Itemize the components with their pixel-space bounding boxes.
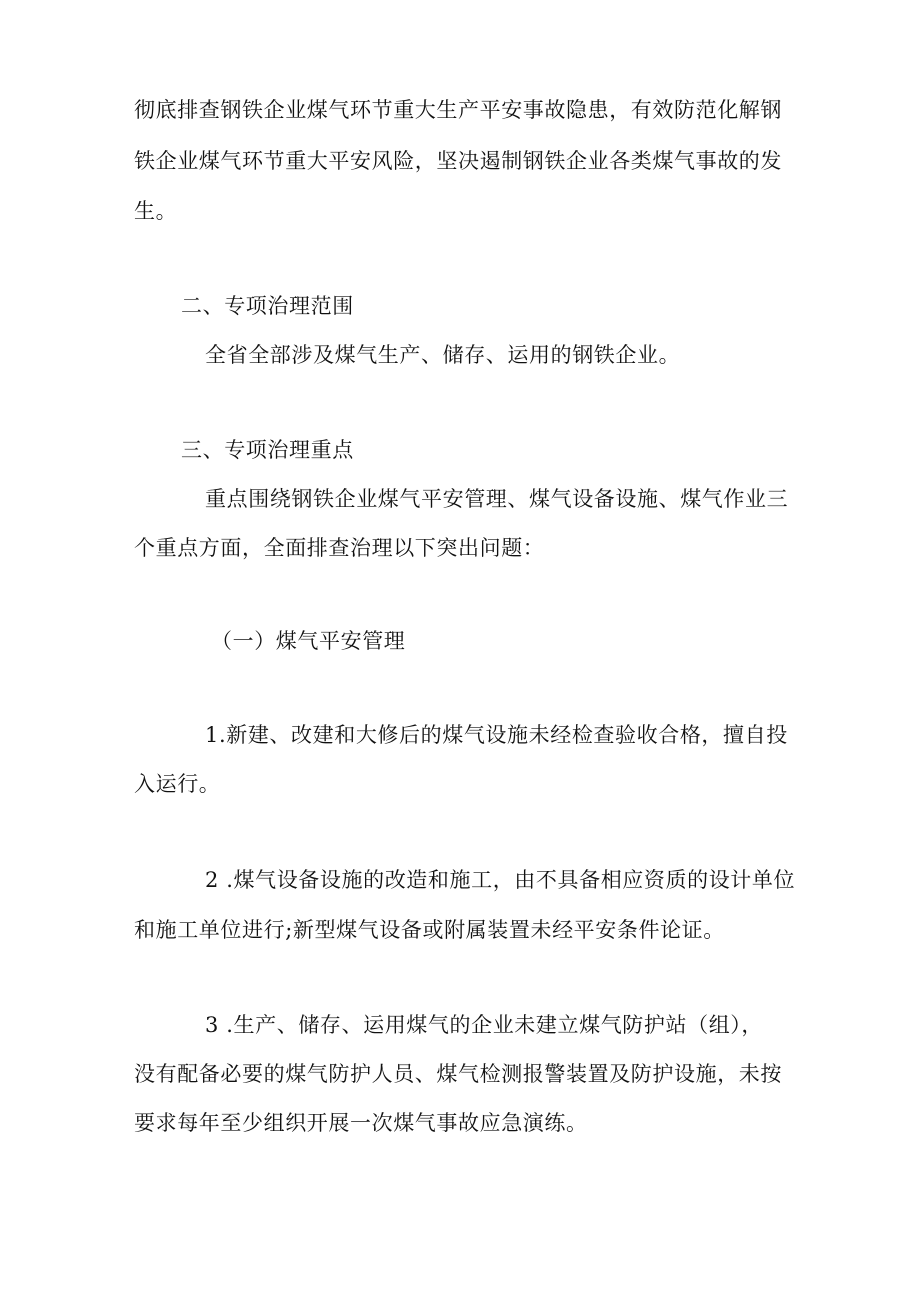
intro-line-2: 铁企业煤气环节重大平安风险，坚决遏制钢铁企业各类煤气事故的发 [134,149,782,173]
section-2-body: 全省全部涉及煤气生产、储存、运用的钢铁企业。 [205,343,681,367]
section-3-heading: 三、专项治理重点 [181,438,354,462]
item-3-line-3: 要求每年至少组织开展一次煤气事故应急演练。 [134,1111,588,1135]
item-2-line-2: 和施工单位进行;新型煤气设备或附属装置未经平安条件论证。 [134,918,725,942]
subsection-1-heading: （一）煤气平安管理 [211,629,406,653]
item-3-line-2: 没有配备必要的煤气防护人员、煤气检测报警装置及防护设施，未按 [134,1062,782,1086]
intro-line-3: 生。 [134,199,178,223]
item-1-line-1: 1.新建、改建和大修后的煤气设施未经检查验收合格，擅自投 [205,723,788,747]
section-2-heading: 二、专项治理范围 [181,294,354,318]
section-3-body-line-1: 重点围绕钢铁企业煤气平安管理、煤气设备设施、煤气作业三 [205,487,789,511]
item-1-line-2: 入运行。 [134,772,221,796]
section-3-body-line-2: 个重点方面，全面排查治理以下突出问题： [134,536,545,560]
item-3-line-1: 3 .生产、储存、运用煤气的企业未建立煤气防护站（组）， [205,1013,764,1037]
intro-line-1: 彻底排查钢铁企业煤气环节重大生产平安事故隐患，有效防范化解钢 [134,98,782,122]
item-2-line-1: 2 .煤气设备设施的改造和施工，由不具备相应资质的设计单位 [205,868,796,892]
